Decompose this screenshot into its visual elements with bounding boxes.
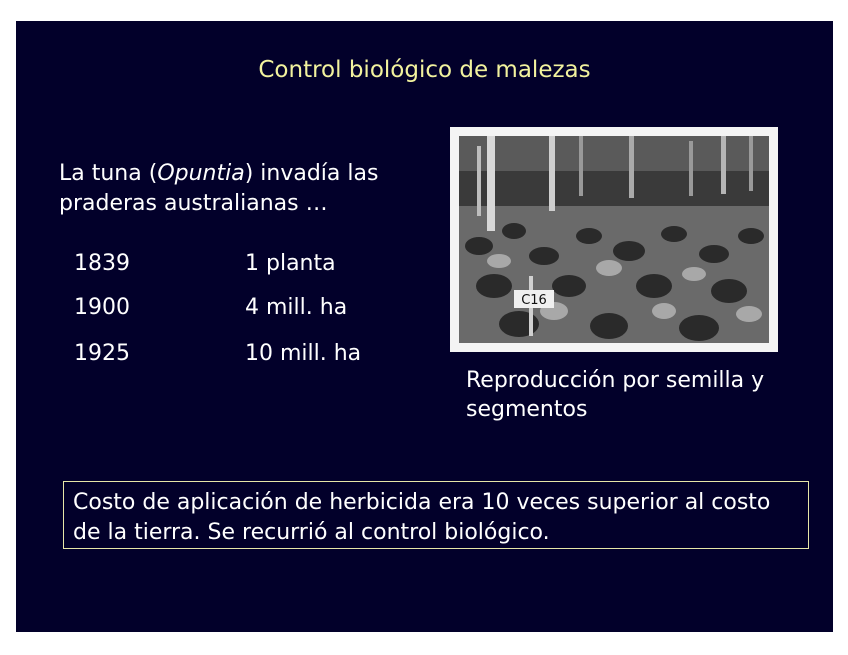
- intro-after: ) invadía las praderas australianas …: [59, 161, 379, 216]
- year-1925: 1925: [74, 341, 130, 366]
- slide-title: Control biológico de malezas: [258, 57, 591, 83]
- year-1900: 1900: [74, 295, 130, 320]
- intro-genus: Opuntia: [157, 161, 245, 186]
- cactus-photo: [450, 127, 778, 352]
- value-1839: 1 planta: [245, 251, 336, 276]
- value-1925: 10 mill. ha: [245, 341, 362, 366]
- year-1839: 1839: [74, 251, 130, 276]
- cactus-field-image: [459, 136, 769, 343]
- note-box: Costo de aplicación de herbicida era 10 veces superior al costo de la tierra. Se recurrió al control biológico.: [63, 481, 809, 549]
- intro-text: [59, 159, 449, 219]
- intro-before: La tuna (: [59, 161, 158, 186]
- sign-label: C16: [521, 293, 547, 308]
- slide: [16, 21, 833, 632]
- photo-caption: Reproducción por semilla y segmentos: [466, 368, 765, 422]
- value-1900: 4 mill. ha: [245, 295, 348, 320]
